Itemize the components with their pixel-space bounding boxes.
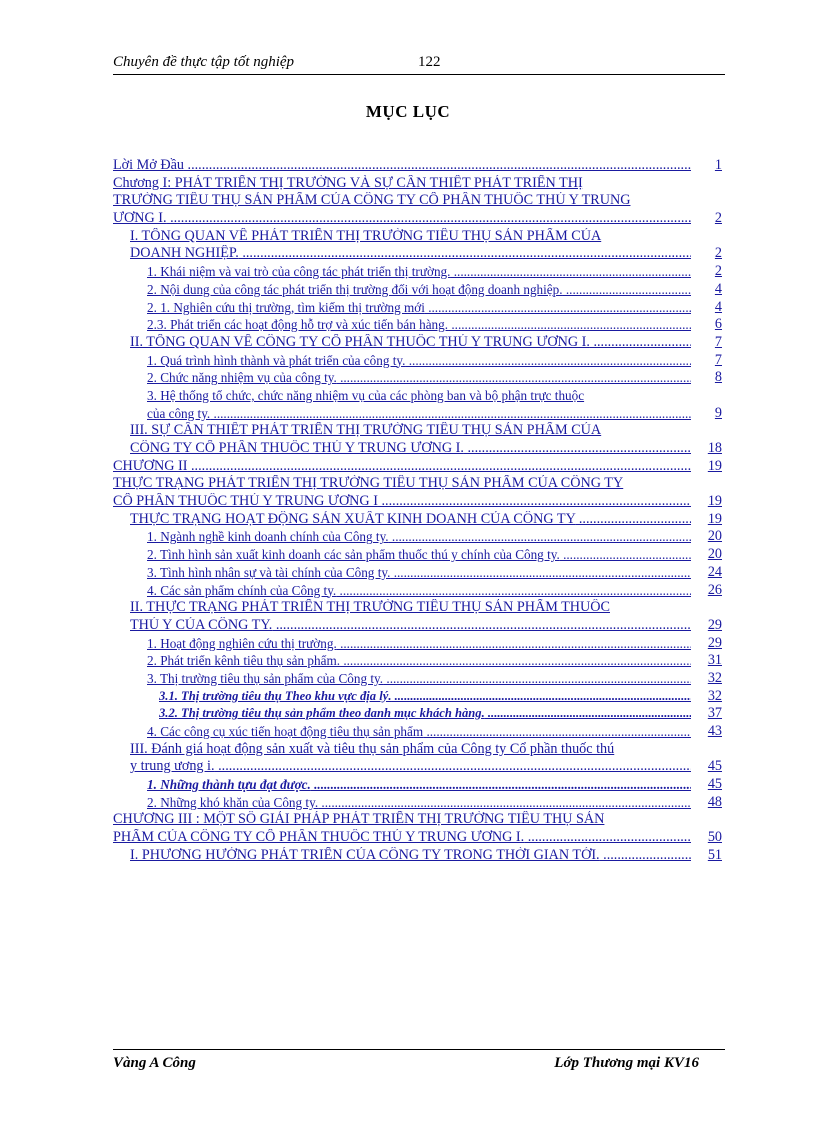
- toc-entry-page[interactable]: 7: [714, 351, 722, 368]
- toc-entry-text[interactable]: 2. Nội dung của công tác phát triển thị trường đối với hoạt động doanh nghiệp. .....: [147, 281, 691, 299]
- toc-entry-text[interactable]: 4. Các công cụ xúc tiến hoạt động tiêu thụ sản phẩm .....: [147, 723, 691, 741]
- toc-entry[interactable]: [113, 564, 725, 582]
- toc-entry[interactable]: [113, 458, 725, 476]
- toc-entry-page[interactable]: 18: [707, 440, 722, 456]
- page-header: [113, 52, 725, 75]
- toc-entry-text[interactable]: CỔ PHẦN THUỐC THÚ Y TRUNG ƯƠNG I .....: [113, 493, 691, 511]
- toc-entry-text[interactable]: I. PHƯƠNG HƯỚNG PHÁT TRIỂN CỦA CÔNG TY TRONG THỜI GIAN TỚI. .....: [130, 847, 691, 865]
- toc-entry-text[interactable]: 1. Những thành tựu đạt được. .....: [147, 776, 691, 794]
- toc-entry-page[interactable]: 19: [707, 510, 722, 527]
- toc-entry-page[interactable]: 32: [707, 669, 722, 686]
- toc-entry[interactable]: [113, 829, 725, 847]
- toc-entry-text[interactable]: III. SỰ CẦN THIẾT PHÁT TRIỂN THỊ TRƯỜNG TIÊU THỤ SẢN PHẨM CỦA: [130, 422, 602, 439]
- toc-entry-text[interactable]: 2.3. Phát triển các hoạt động hỗ trợ và xúc tiến bán hàng. .....: [147, 316, 691, 334]
- header-page-number: 122: [418, 54, 441, 70]
- toc-entry-text[interactable]: I. TỔNG QUAN VỀ PHÁT TRIỂN THỊ TRƯỜNG TIÊU THỤ SẢN PHẨM CỦA: [130, 227, 602, 244]
- toc-entry[interactable]: [113, 635, 725, 653]
- toc-entry[interactable]: [113, 387, 725, 405]
- toc-entry-text[interactable]: 3. Thị trường tiêu thụ sản phẩm của Công ty. .....: [147, 670, 691, 688]
- toc-entry-text[interactable]: 2. Tình hình sản xuất kinh doanh các sản phẩm thuốc thú y chính của Công ty. .....: [147, 546, 691, 564]
- toc-entry[interactable]: [113, 546, 725, 564]
- toc-entry-page[interactable]: 32: [707, 687, 722, 704]
- toc-entry-text[interactable]: 1. Khái niệm và vai trò của công tác phát triển thị trường. .....: [147, 263, 691, 281]
- toc-entry[interactable]: [113, 741, 725, 759]
- toc-entry-page[interactable]: 51: [707, 846, 722, 863]
- toc-entry-text[interactable]: 3. Hệ thống tổ chức, chức năng nhiệm vụ của các phòng ban và bộ phận trực thuộc: [147, 387, 585, 403]
- toc-entry-page[interactable]: 20: [707, 546, 722, 563]
- toc-entry-page[interactable]: 2: [714, 263, 722, 280]
- toc-entry-text[interactable]: THỰC TRẠNG HOẠT ĐỘNG SẢN XUẤT KINH DOANH CỦA CÔNG TY .....: [130, 511, 691, 529]
- toc-entry-page[interactable]: 2: [714, 210, 722, 227]
- toc-entry-page[interactable]: 20: [707, 528, 722, 545]
- toc-entry-text[interactable]: 3.1. Thị trường tiêu thụ Theo khu vực địa lý. .....: [159, 688, 691, 706]
- toc-entry-text[interactable]: Chương I: PHÁT TRIỂN THỊ TRƯỜNG VÀ SỰ CẦN THIẾT PHÁT TRIỂN THỊ: [113, 174, 583, 191]
- toc-entry-text[interactable]: THÚ Y CỦA CÔNG TY. .....: [130, 617, 691, 635]
- toc-title: MỤC LỤC: [365, 102, 451, 121]
- toc-entry[interactable]: [113, 369, 725, 387]
- footer-class: Lớp Thương mại KV16: [554, 1055, 699, 1071]
- toc-entry-page[interactable]: 48: [707, 793, 722, 810]
- toc-entry[interactable]: [113, 670, 725, 688]
- toc-entry-page[interactable]: 2: [714, 245, 722, 262]
- toc-entry[interactable]: [113, 352, 725, 370]
- toc-entry[interactable]: [113, 228, 725, 246]
- toc-entry-text[interactable]: 1. Ngành nghề kinh doanh chính của Công ty. .....: [147, 528, 691, 546]
- toc-entry[interactable]: [113, 652, 725, 670]
- toc-entry-page[interactable]: 45: [707, 758, 722, 775]
- toc-entry-page[interactable]: 1: [714, 157, 722, 173]
- toc-entry[interactable]: [113, 405, 725, 423]
- toc-entry[interactable]: [113, 511, 725, 529]
- toc-entry[interactable]: [113, 281, 725, 299]
- footer-author: Vàng A Công: [113, 1055, 196, 1071]
- toc-entry-text[interactable]: 4. Các sản phẩm chính của Công ty. .....: [147, 582, 691, 600]
- toc-entry-page[interactable]: 29: [707, 616, 722, 633]
- toc-entry-page[interactable]: 29: [707, 634, 722, 651]
- toc-entry-text[interactable]: TRƯỜNG TIÊU THỤ SẢN PHẨM CỦA CÔNG TY CỔ PHẦN THUỐC THÚ Y TRUNG: [113, 192, 631, 209]
- toc-entry-page[interactable]: 43: [707, 723, 722, 739]
- toc-entry-page[interactable]: 19: [707, 457, 722, 474]
- toc-entry[interactable]: [113, 582, 725, 600]
- toc-entry-text[interactable]: II. THỰC TRẠNG PHÁT TRIỂN THỊ TRƯỜNG TIÊU THỤ SẢN PHẨM THUỐC: [130, 599, 610, 616]
- toc-entry-text[interactable]: CHƯƠNG III : MỘT SỐ GIẢI PHÁP PHÁT TRIỂN THỊ TRƯỜNG TIÊU THỤ SẢN: [113, 811, 605, 828]
- toc-entry[interactable]: [113, 528, 725, 546]
- toc-entry-text[interactable]: THỰC TRẠNG PHÁT TRIỂN THỊ TRƯỜNG TIÊU THỤ SẢN PHẨM CỦA CÔNG TY: [113, 475, 624, 492]
- page-footer: [113, 1049, 725, 1071]
- toc-entry[interactable]: [113, 723, 725, 741]
- toc-entry[interactable]: [113, 157, 725, 175]
- toc-entry-text[interactable]: 2. Những khó khăn của Công ty. .....: [147, 794, 691, 812]
- toc-entry[interactable]: [113, 299, 725, 317]
- toc-entry[interactable]: [113, 617, 725, 635]
- toc-entry-text[interactable]: CHƯƠNG II .....: [113, 458, 691, 476]
- toc-entry[interactable]: [113, 776, 725, 794]
- toc-entry-page[interactable]: 4: [714, 298, 722, 315]
- toc-entry-text[interactable]: 3. Tình hình nhân sự và tài chính của Công ty. .....: [147, 564, 691, 582]
- toc-entry[interactable]: [113, 440, 725, 458]
- toc-entry[interactable]: [113, 758, 725, 776]
- toc-entry[interactable]: [113, 599, 725, 617]
- table-of-contents: [113, 157, 725, 865]
- toc-entry[interactable]: [113, 245, 725, 263]
- toc-entry[interactable]: [113, 688, 725, 706]
- toc-entry[interactable]: [113, 210, 725, 228]
- toc-entry-text[interactable]: PHẨM CỦA CÔNG TY CỔ PHẦN THUỐC THÚ Y TRUNG ƯƠNG I. .....: [113, 829, 691, 847]
- toc-entry-text[interactable]: 2. 1. Nghiên cứu thị trường, tìm kiếm thị trường mới .....: [147, 299, 691, 317]
- toc-entry[interactable]: [113, 794, 725, 812]
- toc-entry[interactable]: [113, 493, 725, 511]
- toc-entry-page[interactable]: 24: [707, 563, 722, 580]
- toc-entry[interactable]: [113, 263, 725, 281]
- toc-entry-text[interactable]: 1. Hoạt động nghiên cứu thị trường. .....: [147, 635, 691, 653]
- toc-entry-text[interactable]: 2. Chức năng nhiệm vụ của công ty. .....: [147, 369, 691, 387]
- toc-entry-text[interactable]: II. TỔNG QUAN VỀ CÔNG TY CỔ PHẦN THUỐC THÚ Y TRUNG ƯƠNG I. .....: [130, 334, 691, 352]
- toc-entry-page[interactable]: 7: [714, 333, 722, 350]
- header-title: Chuyên đề thực tập tốt nghiệp: [113, 54, 295, 70]
- toc-entry-text[interactable]: CÔNG TY CỔ PHẦN THUỐC THÚ Y TRUNG ƯƠNG I. .....: [130, 440, 691, 458]
- toc-entry-page[interactable]: 37: [707, 705, 722, 722]
- toc-entry[interactable]: [113, 705, 725, 723]
- toc-entry-page[interactable]: 50: [707, 829, 722, 846]
- toc-entry-page[interactable]: 4: [714, 280, 722, 297]
- toc-entry-page[interactable]: 8: [714, 369, 722, 386]
- toc-entry-text[interactable]: Lời Mở Đầu .....: [113, 157, 691, 175]
- toc-entry-text[interactable]: DOANH NGHIỆP. .....: [130, 245, 691, 263]
- toc-entry-page[interactable]: 19: [707, 493, 722, 510]
- toc-entry-page[interactable]: 31: [707, 652, 722, 669]
- toc-entry-page[interactable]: 6: [714, 316, 722, 333]
- toc-entry[interactable]: [113, 811, 725, 829]
- toc-entry[interactable]: [113, 316, 725, 334]
- toc-entry-text[interactable]: ƯƠNG I. .....: [113, 210, 691, 228]
- toc-entry[interactable]: [113, 847, 725, 865]
- toc-entry-page[interactable]: 45: [707, 776, 722, 793]
- toc-entry[interactable]: [113, 175, 725, 193]
- toc-entry-text[interactable]: 3.2. Thị trường tiêu thụ sản phẩm theo danh mục khách hàng. .....: [159, 705, 691, 723]
- toc-entry[interactable]: [113, 334, 725, 352]
- toc-entry-text[interactable]: 2. Phát triển kênh tiêu thụ sản phẩm. .....: [147, 652, 691, 670]
- toc-entry-text[interactable]: 1. Quá trình hình thành và phát triển của công ty. .....: [147, 352, 691, 370]
- toc-entry-text[interactable]: của công ty. .....: [147, 405, 691, 423]
- toc-entry-text[interactable]: III. Đánh giá hoạt động sản xuất và tiêu thụ sản phẩm của Công ty Cổ phần thuốc thú: [130, 740, 615, 757]
- toc-entry[interactable]: [113, 422, 725, 440]
- toc-entry[interactable]: [113, 475, 725, 493]
- toc-entry-text[interactable]: y trung ương i. .....: [130, 758, 691, 776]
- toc-entry-page[interactable]: 26: [707, 581, 722, 598]
- toc-entry[interactable]: [113, 192, 725, 210]
- toc-entry-page[interactable]: 9: [714, 404, 722, 421]
